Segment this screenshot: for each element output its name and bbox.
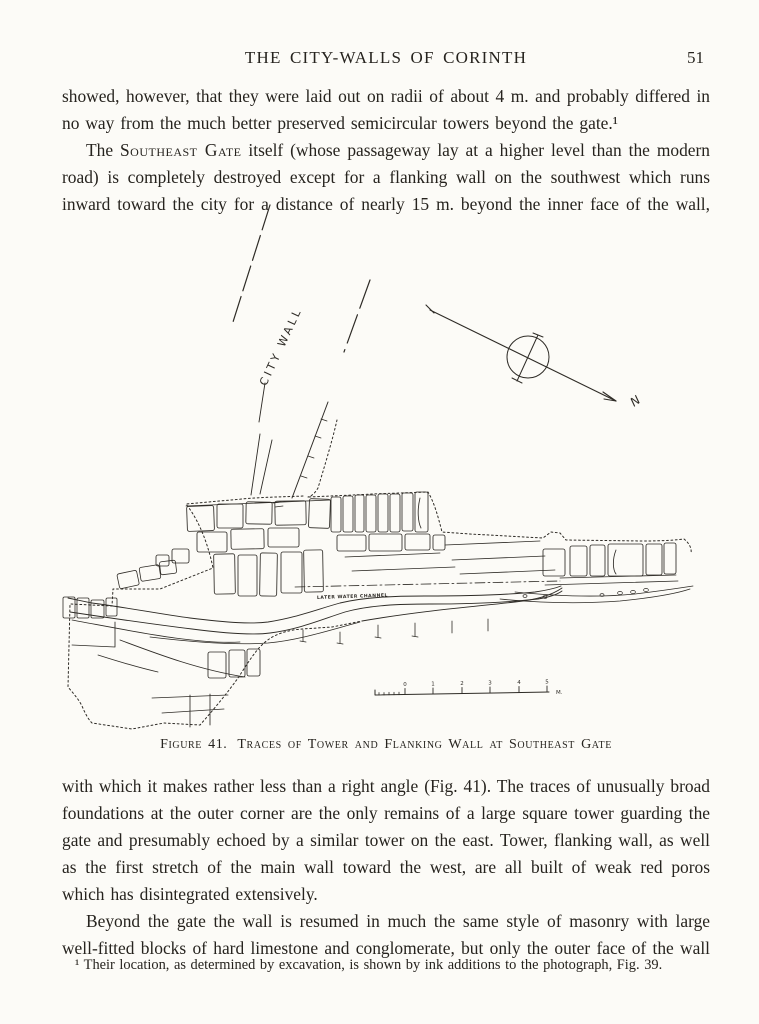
tower-interior bbox=[72, 620, 260, 727]
text-block-bottom bbox=[62, 773, 710, 962]
figure-caption-label: Figure 41. bbox=[160, 737, 228, 752]
city-wall-direction-lines bbox=[233, 205, 370, 388]
scale-bar bbox=[375, 680, 563, 697]
scale-tick-1: 1 bbox=[431, 681, 435, 688]
page-title: THE CITY-WALLS OF CORINTH bbox=[244, 48, 528, 67]
paragraph-2-lead: The bbox=[86, 140, 120, 160]
water-channel bbox=[68, 586, 562, 644]
paragraph-3: with which it makes rather less than a right angle (Fig. 41). The traces of unusually broad foundations at the outer corner are the only remains of a large square tower guarding the gate and presumably echoed by a similar tower on the east. Tower, flanking wall, as well as the first stretch of the main wall toward the west, are all built of weak red poros which has disintegrated extensively. bbox=[62, 776, 710, 904]
page-number: 51 bbox=[687, 48, 704, 67]
masonry-blocks-middle bbox=[331, 492, 445, 551]
plan-drawing bbox=[63, 383, 693, 729]
scale-tick-5: 5 bbox=[545, 679, 549, 686]
water-channel-label: LATER WATER CHANNEL bbox=[316, 593, 389, 601]
scale-tick-2: 2 bbox=[460, 681, 464, 687]
scale-tick-0: 0 bbox=[403, 682, 407, 688]
site-plan-figure bbox=[0, 200, 759, 760]
running-header bbox=[62, 48, 710, 72]
masonry-blocks-center bbox=[156, 499, 330, 596]
city-wall-label: CITY WALL bbox=[256, 305, 305, 388]
north-label: N bbox=[627, 392, 644, 410]
north-arrow bbox=[426, 305, 643, 409]
masonry-blocks-right bbox=[543, 543, 676, 576]
masonry-blocks-left bbox=[63, 560, 177, 618]
scale-unit-label: M. bbox=[556, 690, 563, 696]
paragraph-1: showed, however, that they were laid out on radii of about 4 m. and probably differed in no way from the much better preserved semicircular towers beyond the gate.¹ bbox=[62, 86, 710, 133]
figure-caption-text: Traces of Tower and Flanking Wall at Southeast Gate bbox=[237, 737, 612, 752]
scale-tick-4: 4 bbox=[517, 680, 521, 686]
text-block-top bbox=[62, 83, 710, 218]
figure-caption bbox=[62, 737, 710, 753]
scale-tick-3: 3 bbox=[488, 680, 492, 687]
footnote: ¹ Their location, as determined by excavation, is shown by ink additions to the photograph, Fig. 39. bbox=[75, 957, 663, 973]
paragraph-2-rest: itself (whose passageway lay at a higher level than the modern road) is completely destroyed except for a flanking wall on the southwest which runs inward toward the city for a distance of nearly 15 m. beyond the inner face of the wall, bbox=[62, 140, 710, 214]
southeast-gate-smallcaps: Southeast Gate bbox=[119, 140, 242, 160]
paragraph-4: Beyond the gate the wall is resumed in much the same style of masonry with large well-fitted blocks of hard limestone and conglomerate, but only the outer face of the wall bbox=[62, 911, 710, 958]
